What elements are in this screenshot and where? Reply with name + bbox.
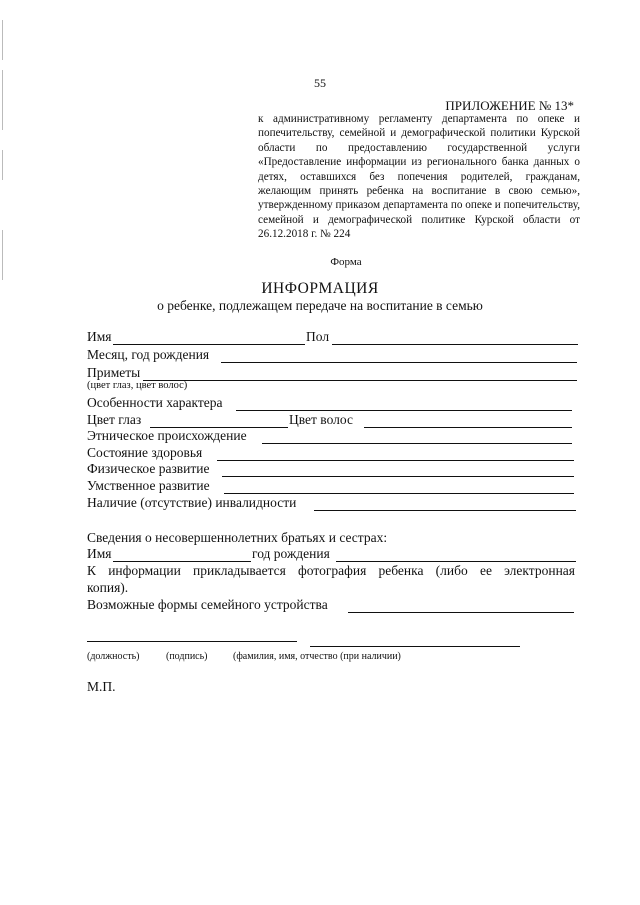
health-input-line[interactable] (217, 460, 574, 461)
name-label: Имя (87, 329, 112, 344)
physical-label: Физическое развитие (87, 461, 210, 476)
features-input-line[interactable] (143, 380, 577, 381)
features-label: Приметы (87, 365, 141, 380)
sibling-birth-year-label: год рождения (252, 546, 330, 561)
disability-input-line[interactable] (314, 510, 576, 511)
page-number: 55 (314, 76, 326, 90)
disability-label: Наличие (отсутствие) инвалидности (87, 495, 297, 510)
physical-input-line[interactable] (222, 476, 574, 477)
position-caption: (должность) (87, 651, 140, 662)
appendix-title: ПРИЛОЖЕНИЕ № 13* (445, 98, 574, 113)
document-title: ИНФОРМАЦИЯ (261, 280, 379, 297)
sibling-name-label: Имя (87, 546, 112, 561)
sibling-name-input-line[interactable] (113, 561, 251, 562)
eye-color-label: Цвет глаз (87, 412, 142, 427)
name-input-line[interactable] (113, 344, 305, 345)
hair-color-label: Цвет волос (289, 412, 353, 427)
sex-input-line[interactable] (332, 344, 578, 345)
ethnic-input-line[interactable] (262, 443, 572, 444)
birth-label: Месяц, год рождения (87, 347, 210, 362)
siblings-heading: Сведения о несовершеннолетних братьях и сестрах: (87, 530, 388, 545)
fullname-line[interactable] (310, 646, 520, 647)
placement-input-line[interactable] (348, 612, 574, 613)
ethnic-label: Этническое происхождение (87, 428, 247, 443)
placement-label: Возможные формы семейного устройства (87, 597, 328, 612)
sibling-birth-year-input-line[interactable] (336, 561, 576, 562)
hair-color-input-line[interactable] (364, 427, 572, 428)
appendix-text: к административному регламенту департамента по опеке и попечительству, семейной и демографической политики Курской области по предоставлению государственной услуги «Предоставление информации из регионального банка данных о детях, оставшихся без попечения родителей, гражданам, желающим принять ребенка на воспитание в свою семью», утвержденному приказом департамента по опеке и попечительству, семейной и демографической политике Курской области от 26.12.2018 г. № 224 (258, 113, 580, 241)
stamp-label: М.П. (87, 679, 116, 694)
mental-input-line[interactable] (224, 493, 574, 494)
birth-input-line[interactable] (221, 362, 577, 363)
mental-label: Умственное развитие (87, 478, 210, 493)
features-hint: (цвет глаз, цвет волос) (87, 380, 188, 391)
fullname-caption: (фамилия, имя, отчество (при наличии) (233, 651, 401, 662)
photo-note-line2: копия). (87, 580, 129, 595)
scan-edge-marks (0, 0, 8, 905)
sign-caption: (подпись) (166, 651, 208, 662)
position-signature-line[interactable] (87, 641, 297, 642)
character-label: Особенности характера (87, 395, 223, 410)
health-label: Состояние здоровья (87, 445, 203, 460)
form-label: Форма (330, 256, 362, 268)
sex-label: Пол (306, 329, 330, 344)
character-input-line[interactable] (236, 410, 572, 411)
photo-note-line1: К информации прикладывается фотография ребенка (либо ее электронная (87, 563, 575, 578)
document-subtitle: о ребенке, подлежащем передаче на воспитание в семью (157, 298, 483, 313)
